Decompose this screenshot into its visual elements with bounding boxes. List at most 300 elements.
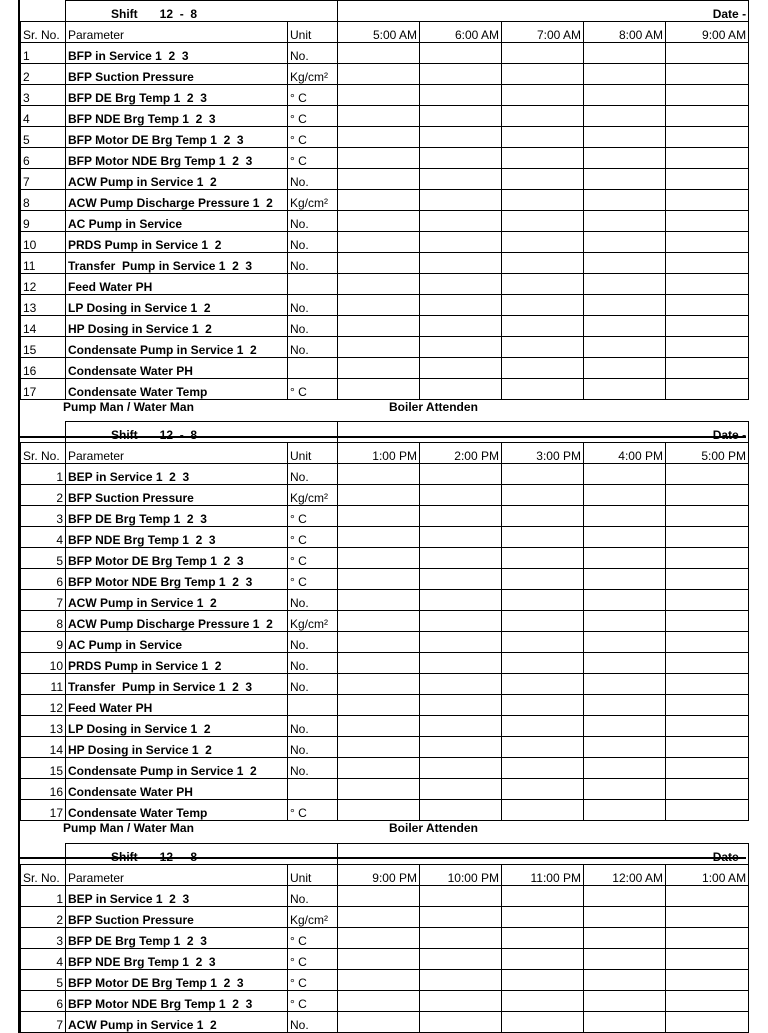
table-row <box>21 485 749 506</box>
reading-cell[interactable] <box>502 295 584 316</box>
reading-cell[interactable] <box>420 358 502 379</box>
log-sheet-morning <box>18 0 746 438</box>
sr-no-cell: 17 <box>21 379 66 400</box>
reading-cell[interactable] <box>338 949 420 970</box>
reading-cell[interactable] <box>338 907 420 928</box>
reading-cell[interactable] <box>502 716 584 737</box>
reading-cell[interactable] <box>338 232 420 253</box>
reading-cell[interactable] <box>420 991 502 1012</box>
reading-cell[interactable] <box>584 949 666 970</box>
reading-cell[interactable] <box>338 253 420 274</box>
reading-cell[interactable] <box>338 737 420 758</box>
parameter-cell: Transfer Pump in Service 1 2 3 <box>66 253 288 274</box>
reading-cell[interactable] <box>420 379 502 400</box>
reading-cell[interactable] <box>502 758 584 779</box>
reading-cell[interactable] <box>338 64 420 85</box>
reading-cell[interactable] <box>584 695 666 716</box>
reading-cell[interactable] <box>666 590 749 611</box>
reading-cell[interactable] <box>420 716 502 737</box>
reading-cell[interactable] <box>666 695 749 716</box>
reading-cell[interactable] <box>584 632 666 653</box>
reading-cell[interactable] <box>338 611 420 632</box>
reading-cell[interactable] <box>502 991 584 1012</box>
reading-cell[interactable] <box>502 907 584 928</box>
reading-cell[interactable] <box>338 506 420 527</box>
reading-cell[interactable] <box>666 928 749 949</box>
reading-cell[interactable] <box>502 737 584 758</box>
reading-cell[interactable] <box>502 85 584 106</box>
parameter-cell: LP Dosing in Service 1 2 <box>66 716 288 737</box>
reading-cell[interactable] <box>502 253 584 274</box>
reading-cell[interactable] <box>666 737 749 758</box>
reading-cell[interactable] <box>338 485 420 506</box>
reading-cell[interactable] <box>338 85 420 106</box>
reading-cell[interactable] <box>420 232 502 253</box>
parameter-cell: BFP Motor NDE Brg Temp 1 2 3 <box>66 991 288 1012</box>
reading-cell[interactable] <box>502 358 584 379</box>
reading-cell[interactable] <box>666 43 749 64</box>
reading-cell[interactable] <box>502 232 584 253</box>
unit-cell: No. <box>288 758 338 779</box>
reading-cell[interactable] <box>584 991 666 1012</box>
reading-cell[interactable] <box>666 991 749 1012</box>
table-row <box>21 970 749 991</box>
reading-cell[interactable] <box>502 1012 584 1033</box>
blank-cell <box>21 1 66 22</box>
header-sr-no: Sr. No. <box>21 443 66 464</box>
sr-no-cell: 12 <box>21 274 66 295</box>
reading-cell[interactable] <box>584 316 666 337</box>
header-time: 2:00 PM <box>420 443 502 464</box>
reading-cell[interactable] <box>420 316 502 337</box>
reading-cell[interactable] <box>666 506 749 527</box>
reading-cell[interactable] <box>584 485 666 506</box>
reading-cell[interactable] <box>584 653 666 674</box>
reading-cell[interactable] <box>420 337 502 358</box>
reading-cell[interactable] <box>666 548 749 569</box>
reading-cell[interactable] <box>338 716 420 737</box>
reading-cell[interactable] <box>420 85 502 106</box>
reading-cell[interactable] <box>338 106 420 127</box>
table-row <box>21 569 749 590</box>
sr-no-cell: 12 <box>21 695 66 716</box>
reading-cell[interactable] <box>502 674 584 695</box>
reading-cell[interactable] <box>338 337 420 358</box>
reading-cell[interactable] <box>666 611 749 632</box>
reading-cell[interactable] <box>338 779 420 800</box>
reading-cell[interactable] <box>584 337 666 358</box>
date-label: Date - <box>338 1 749 22</box>
reading-cell[interactable] <box>584 716 666 737</box>
unit-cell: No. <box>288 464 338 485</box>
sr-no-cell: 9 <box>21 632 66 653</box>
header-sr-no: Sr. No. <box>21 22 66 43</box>
unit-cell: No. <box>288 632 338 653</box>
reading-cell[interactable] <box>502 43 584 64</box>
reading-cell[interactable] <box>666 358 749 379</box>
parameter-cell: BFP Motor DE Brg Temp 1 2 3 <box>66 127 288 148</box>
reading-cell[interactable] <box>338 316 420 337</box>
reading-cell[interactable] <box>666 632 749 653</box>
reading-cell[interactable] <box>420 548 502 569</box>
reading-cell[interactable] <box>338 295 420 316</box>
reading-cell[interactable] <box>338 800 420 821</box>
sr-no-cell: 7 <box>21 169 66 190</box>
reading-cell[interactable] <box>420 970 502 991</box>
reading-cell[interactable] <box>420 527 502 548</box>
signature-pump-man: Pump Man / Water Man <box>63 400 194 414</box>
header-time: 9:00 AM <box>666 22 749 43</box>
reading-cell[interactable] <box>584 527 666 548</box>
unit-cell: No. <box>288 674 338 695</box>
reading-cell[interactable] <box>584 1012 666 1033</box>
unit-cell: No. <box>288 232 338 253</box>
reading-cell[interactable] <box>420 106 502 127</box>
reading-cell[interactable] <box>666 169 749 190</box>
reading-cell[interactable] <box>666 527 749 548</box>
parameter-cell: BFP DE Brg Temp 1 2 3 <box>66 928 288 949</box>
table-row <box>21 800 749 821</box>
reading-cell[interactable] <box>584 295 666 316</box>
reading-cell[interactable] <box>584 674 666 695</box>
unit-cell: ° C <box>288 548 338 569</box>
header-unit: Unit <box>288 443 338 464</box>
sr-no-cell: 17 <box>21 800 66 821</box>
reading-cell[interactable] <box>666 316 749 337</box>
table-row <box>21 316 749 337</box>
reading-cell[interactable] <box>584 970 666 991</box>
reading-cell[interactable] <box>666 674 749 695</box>
reading-cell[interactable] <box>338 970 420 991</box>
reading-cell[interactable] <box>666 716 749 737</box>
reading-cell[interactable] <box>584 169 666 190</box>
reading-cell[interactable] <box>420 886 502 907</box>
reading-cell[interactable] <box>666 1012 749 1033</box>
table-row <box>21 464 749 485</box>
reading-cell[interactable] <box>666 295 749 316</box>
reading-cell[interactable] <box>338 653 420 674</box>
reading-cell[interactable] <box>666 337 749 358</box>
reading-cell[interactable] <box>420 464 502 485</box>
reading-cell[interactable] <box>666 949 749 970</box>
unit-cell: No. <box>288 43 338 64</box>
reading-cell[interactable] <box>338 127 420 148</box>
table-row <box>21 211 749 232</box>
sr-no-cell: 11 <box>21 674 66 695</box>
parameter-cell: BFP in Service 1 2 3 <box>66 43 288 64</box>
reading-cell[interactable] <box>666 127 749 148</box>
header-time: 8:00 AM <box>584 22 666 43</box>
unit-cell: ° C <box>288 379 338 400</box>
reading-cell[interactable] <box>420 695 502 716</box>
reading-cell[interactable] <box>420 800 502 821</box>
reading-cell[interactable] <box>666 379 749 400</box>
reading-cell[interactable] <box>338 632 420 653</box>
table-row <box>21 337 749 358</box>
unit-cell: ° C <box>288 506 338 527</box>
reading-cell[interactable] <box>502 148 584 169</box>
reading-cell[interactable] <box>420 295 502 316</box>
unit-cell: No. <box>288 716 338 737</box>
table-row <box>21 274 749 295</box>
reading-cell[interactable] <box>502 632 584 653</box>
reading-cell[interactable] <box>502 337 584 358</box>
reading-cell[interactable] <box>666 232 749 253</box>
reading-cell[interactable] <box>666 907 749 928</box>
header-parameter: Parameter <box>66 865 288 886</box>
reading-cell[interactable] <box>420 274 502 295</box>
reading-cell[interactable] <box>502 548 584 569</box>
unit-cell: ° C <box>288 106 338 127</box>
reading-cell[interactable] <box>502 800 584 821</box>
reading-cell[interactable] <box>420 907 502 928</box>
reading-cell[interactable] <box>502 464 584 485</box>
reading-cell[interactable] <box>420 253 502 274</box>
parameter-cell: ACW Pump Discharge Pressure 1 2 <box>66 190 288 211</box>
reading-cell[interactable] <box>420 611 502 632</box>
reading-cell[interactable] <box>666 485 749 506</box>
reading-cell[interactable] <box>338 190 420 211</box>
reading-cell[interactable] <box>584 253 666 274</box>
reading-cell[interactable] <box>584 211 666 232</box>
sr-no-cell: 5 <box>21 970 66 991</box>
reading-cell[interactable] <box>420 43 502 64</box>
unit-cell: ° C <box>288 148 338 169</box>
shift-info <box>66 422 338 443</box>
reading-cell[interactable] <box>584 379 666 400</box>
reading-cell[interactable] <box>502 590 584 611</box>
reading-cell[interactable] <box>338 590 420 611</box>
parameter-cell: BFP Motor DE Brg Temp 1 2 3 <box>66 548 288 569</box>
reading-cell[interactable] <box>584 506 666 527</box>
reading-cell[interactable] <box>338 464 420 485</box>
shift-value: 12 - 8 <box>159 7 198 21</box>
reading-cell[interactable] <box>338 211 420 232</box>
reading-cell[interactable] <box>666 800 749 821</box>
reading-cell[interactable] <box>584 106 666 127</box>
reading-cell[interactable] <box>420 758 502 779</box>
reading-cell[interactable] <box>420 653 502 674</box>
reading-cell[interactable] <box>420 632 502 653</box>
reading-cell[interactable] <box>584 274 666 295</box>
reading-cell[interactable] <box>666 758 749 779</box>
reading-cell[interactable] <box>338 674 420 695</box>
unit-cell: ° C <box>288 569 338 590</box>
reading-cell[interactable] <box>420 127 502 148</box>
reading-cell[interactable] <box>584 907 666 928</box>
parameter-cell: BEP in Service 1 2 3 <box>66 886 288 907</box>
reading-cell[interactable] <box>584 590 666 611</box>
shift-info <box>66 1 338 22</box>
table-row <box>21 949 749 970</box>
sr-no-cell: 5 <box>21 548 66 569</box>
reading-cell[interactable] <box>666 148 749 169</box>
reading-cell[interactable] <box>584 127 666 148</box>
reading-cell[interactable] <box>338 758 420 779</box>
unit-cell: No. <box>288 169 338 190</box>
unit-cell: Kg/cm² <box>288 611 338 632</box>
reading-cell[interactable] <box>666 970 749 991</box>
parameter-cell: Condensate Pump in Service 1 2 <box>66 337 288 358</box>
table-row <box>21 253 749 274</box>
table-row <box>21 590 749 611</box>
reading-cell[interactable] <box>420 64 502 85</box>
reading-cell[interactable] <box>502 653 584 674</box>
sr-no-cell: 4 <box>21 527 66 548</box>
reading-cell[interactable] <box>502 949 584 970</box>
reading-cell[interactable] <box>420 949 502 970</box>
reading-cell[interactable] <box>584 737 666 758</box>
reading-cell[interactable] <box>666 569 749 590</box>
reading-cell[interactable] <box>502 190 584 211</box>
reading-cell[interactable] <box>338 43 420 64</box>
reading-cell[interactable] <box>502 274 584 295</box>
reading-cell[interactable] <box>338 991 420 1012</box>
parameter-cell: ACW Pump in Service 1 2 <box>66 1012 288 1033</box>
reading-cell[interactable] <box>666 653 749 674</box>
reading-cell[interactable] <box>584 548 666 569</box>
reading-cell[interactable] <box>338 569 420 590</box>
reading-cell[interactable] <box>502 106 584 127</box>
reading-cell[interactable] <box>338 695 420 716</box>
reading-cell[interactable] <box>502 569 584 590</box>
reading-cell[interactable] <box>666 464 749 485</box>
reading-cell[interactable] <box>338 358 420 379</box>
reading-cell[interactable] <box>420 211 502 232</box>
parameter-cell: Condensate Pump in Service 1 2 <box>66 758 288 779</box>
table-row <box>21 169 749 190</box>
reading-cell[interactable] <box>420 148 502 169</box>
reading-cell[interactable] <box>420 590 502 611</box>
reading-cell[interactable] <box>502 379 584 400</box>
sr-no-cell: 9 <box>21 211 66 232</box>
reading-cell[interactable] <box>420 1012 502 1033</box>
reading-cell[interactable] <box>584 464 666 485</box>
sr-no-cell: 6 <box>21 991 66 1012</box>
parameter-cell: BFP NDE Brg Temp 1 2 3 <box>66 527 288 548</box>
reading-cell[interactable] <box>338 274 420 295</box>
reading-cell[interactable] <box>420 569 502 590</box>
reading-cell[interactable] <box>338 379 420 400</box>
reading-cell[interactable] <box>666 64 749 85</box>
reading-cell[interactable] <box>502 886 584 907</box>
sr-no-cell: 16 <box>21 358 66 379</box>
reading-cell[interactable] <box>420 169 502 190</box>
parameter-cell: BFP Suction Pressure <box>66 485 288 506</box>
reading-cell[interactable] <box>666 779 749 800</box>
reading-cell[interactable] <box>502 779 584 800</box>
header-unit: Unit <box>288 865 338 886</box>
reading-cell[interactable] <box>338 886 420 907</box>
reading-cell[interactable] <box>584 928 666 949</box>
reading-cell[interactable] <box>666 211 749 232</box>
reading-cell[interactable] <box>502 970 584 991</box>
reading-cell[interactable] <box>502 611 584 632</box>
reading-cell[interactable] <box>666 85 749 106</box>
reading-cell[interactable] <box>584 85 666 106</box>
reading-cell[interactable] <box>584 886 666 907</box>
reading-cell[interactable] <box>584 611 666 632</box>
reading-cell[interactable] <box>584 569 666 590</box>
reading-cell[interactable] <box>584 358 666 379</box>
reading-cell[interactable] <box>502 211 584 232</box>
reading-cell[interactable] <box>502 64 584 85</box>
unit-cell: Kg/cm² <box>288 907 338 928</box>
reading-cell[interactable] <box>666 253 749 274</box>
parameter-cell: Condensate Water PH <box>66 358 288 379</box>
reading-cell[interactable] <box>502 316 584 337</box>
reading-cell[interactable] <box>502 127 584 148</box>
shift-row <box>21 422 749 443</box>
header-time: 10:00 PM <box>420 865 502 886</box>
reading-cell[interactable] <box>584 800 666 821</box>
reading-cell[interactable] <box>502 169 584 190</box>
reading-cell[interactable] <box>420 928 502 949</box>
reading-cell[interactable] <box>502 928 584 949</box>
reading-cell[interactable] <box>584 232 666 253</box>
reading-cell[interactable] <box>420 190 502 211</box>
parameter-cell: HP Dosing in Service 1 2 <box>66 737 288 758</box>
reading-cell[interactable] <box>338 148 420 169</box>
reading-cell[interactable] <box>338 1012 420 1033</box>
reading-cell[interactable] <box>666 106 749 127</box>
sr-no-cell: 8 <box>21 190 66 211</box>
table-row <box>21 106 749 127</box>
reading-cell[interactable] <box>584 758 666 779</box>
reading-cell[interactable] <box>502 485 584 506</box>
reading-cell[interactable] <box>338 527 420 548</box>
reading-cell[interactable] <box>666 886 749 907</box>
log-sheet-night <box>18 843 748 1033</box>
parameter-cell: PRDS Pump in Service 1 2 <box>66 232 288 253</box>
reading-cell[interactable] <box>420 674 502 695</box>
reading-cell[interactable] <box>584 148 666 169</box>
reading-cell[interactable] <box>420 506 502 527</box>
reading-cell[interactable] <box>584 779 666 800</box>
reading-cell[interactable] <box>338 928 420 949</box>
table-row <box>21 295 749 316</box>
table-row <box>21 190 749 211</box>
reading-cell[interactable] <box>666 190 749 211</box>
header-time: 3:00 PM <box>502 443 584 464</box>
reading-cell[interactable] <box>420 779 502 800</box>
parameter-cell: BFP Motor NDE Brg Temp 1 2 3 <box>66 569 288 590</box>
reading-cell[interactable] <box>502 527 584 548</box>
reading-cell[interactable] <box>666 274 749 295</box>
reading-cell[interactable] <box>584 64 666 85</box>
sr-no-cell: 1 <box>21 464 66 485</box>
reading-cell[interactable] <box>338 169 420 190</box>
reading-cell[interactable] <box>420 485 502 506</box>
table-row <box>21 907 749 928</box>
parameter-cell: Condensate Water PH <box>66 779 288 800</box>
reading-cell[interactable] <box>584 190 666 211</box>
unit-cell: Kg/cm² <box>288 64 338 85</box>
blank-cell <box>21 422 66 443</box>
table-row <box>21 548 749 569</box>
unit-cell <box>288 695 338 716</box>
sr-no-cell: 3 <box>21 85 66 106</box>
reading-cell[interactable] <box>502 506 584 527</box>
reading-cell[interactable] <box>584 43 666 64</box>
table-row <box>21 64 749 85</box>
reading-cell[interactable] <box>420 737 502 758</box>
reading-cell[interactable] <box>502 695 584 716</box>
sr-no-cell: 7 <box>21 1012 66 1033</box>
reading-cell[interactable] <box>338 548 420 569</box>
parameter-cell: BFP Motor DE Brg Temp 1 2 3 <box>66 970 288 991</box>
sr-no-cell: 3 <box>21 928 66 949</box>
